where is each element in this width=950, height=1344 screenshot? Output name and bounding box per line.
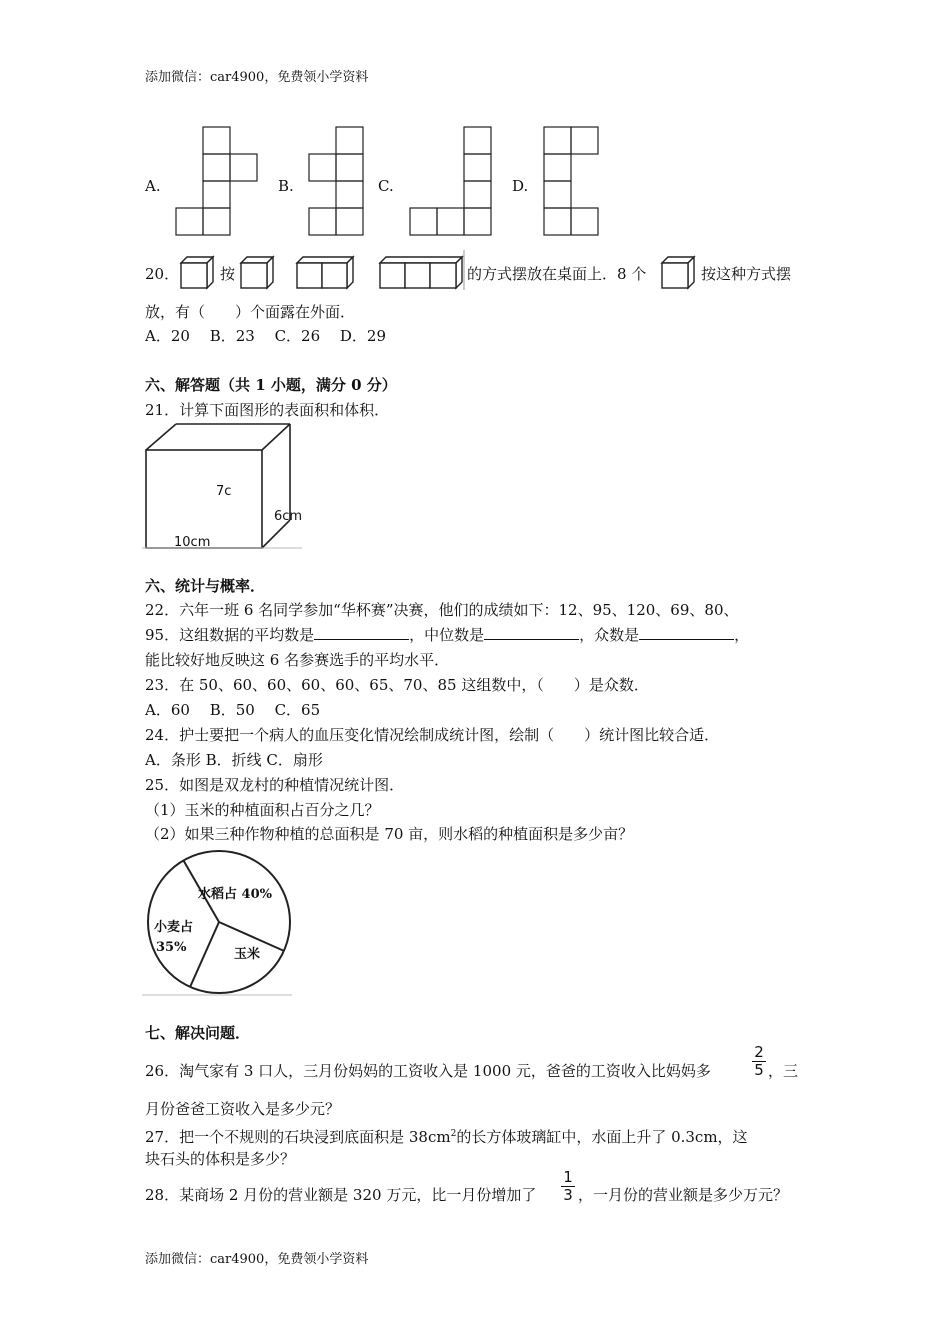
q19-net-b: [305, 127, 375, 239]
q27-line1-a: 27．把一个不规则的石块浸到底面积是 38cm: [145, 1128, 451, 1146]
section-heading-problems: 七、解决问题．: [145, 1024, 251, 1042]
q19-option-b-label: B.: [278, 177, 294, 195]
q28-b: ，一月份的营业额是多少万元？: [578, 1186, 789, 1204]
section-heading-solve: 六、解答题（共 1 小题，满分 0 分）: [145, 376, 397, 394]
q19-net-a: [172, 127, 262, 239]
single-cube-icon: [180, 256, 216, 290]
q22-line2: [145, 625, 749, 645]
page-footer: 添加微信：car4900，免费领小学资料: [145, 1252, 369, 1267]
q22-line2-c: ，众数是: [579, 626, 640, 644]
q28-frac-den: 3: [563, 1186, 573, 1204]
q19-option-a-label: A.: [145, 177, 161, 195]
q27-sup: 2: [450, 1129, 457, 1139]
section-heading-stats: 六、统计与概率．: [145, 577, 266, 595]
pie-label-corn: 玉米: [234, 947, 261, 962]
pie-label-rice: 水稻占 40%: [198, 887, 272, 902]
q26-frac-den: 5: [754, 1061, 764, 1079]
q28-fraction: [561, 1170, 575, 1203]
q23-text: 23．在 50、60、60、60、60、65、70、85 这组数中，（ ）是众数．: [145, 676, 649, 694]
q27-line2: 块石头的体积是多少？: [145, 1150, 296, 1168]
q22-line1: 22．六年一班 6 名同学参加“华杯赛”决赛，他们的成绩如下：12、95、120、69、80、: [145, 601, 739, 619]
q27-line1: [145, 1124, 748, 1147]
pie-divider-wheat-corn: [190, 922, 219, 987]
q27-line1-b: 的长方体玻璃缸中，水面上升了 0.3cm，这: [456, 1128, 748, 1146]
q22-blank-mode[interactable]: [639, 625, 734, 640]
q22-line2-b: ，中位数是: [409, 626, 485, 644]
label-height: 7c: [216, 484, 232, 499]
label-width: 6cm: [274, 509, 303, 524]
q22-line2-a: 95．这组数据的平均数是: [145, 626, 315, 644]
q26-frac-num: 2: [754, 1043, 764, 1061]
pie-label-wheat-1: 小麦占: [154, 920, 194, 935]
row-two-cubes: [296, 256, 356, 290]
pie-label-wheat-2: 35%: [156, 940, 187, 955]
q22-blank-mean[interactable]: [314, 625, 409, 640]
q20-text-mid: 的方式摆放在桌面上．8 个: [467, 265, 647, 283]
q22-line2-d: ，: [734, 626, 750, 644]
q20-number: 20．: [145, 265, 180, 283]
q19-option-d-label: D.: [512, 177, 529, 195]
q20-an: 按: [220, 265, 236, 283]
q20-options: A．20 B．23 C．26 D．29: [145, 327, 387, 345]
q23-options: A．60 B．50 C．65: [145, 701, 321, 719]
label-length: 10cm: [174, 535, 211, 550]
q26-after-frac: ，三: [768, 1062, 799, 1080]
q20-line2: 放，有（ ）个面露在外面．: [145, 303, 356, 321]
q21-text: 21．计算下面图形的表面积和体积．: [145, 401, 390, 419]
row-one-cube: [240, 256, 276, 290]
row-three-cubes: [378, 250, 466, 290]
q26-line1: 26．淘气家有 3 口人，三月份妈妈的工资收入是 1000 元，爸爸的工资收入比妈妈多: [145, 1062, 711, 1080]
q28-a: 28．某商场 2 月份的营业额是 320 万元，比一月份增加了: [145, 1186, 537, 1204]
q22-blank-median[interactable]: [484, 625, 579, 640]
q28-frac-num: 1: [563, 1168, 573, 1186]
q19-net-d: [540, 127, 610, 239]
q24-text: 24．护士要把一个病人的血压变化情况绘制成统计图，绘制（ ）统计图比较合适．: [145, 726, 720, 744]
q24-options: A．条形 B．折线 C．扇形: [145, 751, 323, 769]
q20-text-end: 按这种方式摆: [701, 265, 792, 283]
q25-text: 25．如图是双龙村的种植情况统计图．: [145, 776, 405, 794]
single-cube-icon-2: [661, 256, 697, 290]
q25-sub1: （1）玉米的种植面积占百分之几？: [145, 801, 380, 819]
q19-option-c-label: C.: [378, 177, 394, 195]
q19-net-c: [405, 127, 500, 239]
page-header: 添加微信：car4900，免费领小学资料: [145, 70, 369, 85]
q26-fraction: [752, 1045, 766, 1078]
q22-line3: 能比较好地反映这 6 名参赛选手的平均水平．: [145, 651, 450, 669]
q26-line2: 月份爸爸工资收入是多少元？: [145, 1100, 341, 1118]
q25-sub2: （2）如果三种作物种植的总面积是 70 亩，则水稻的种植面积是多少亩？: [145, 825, 634, 843]
